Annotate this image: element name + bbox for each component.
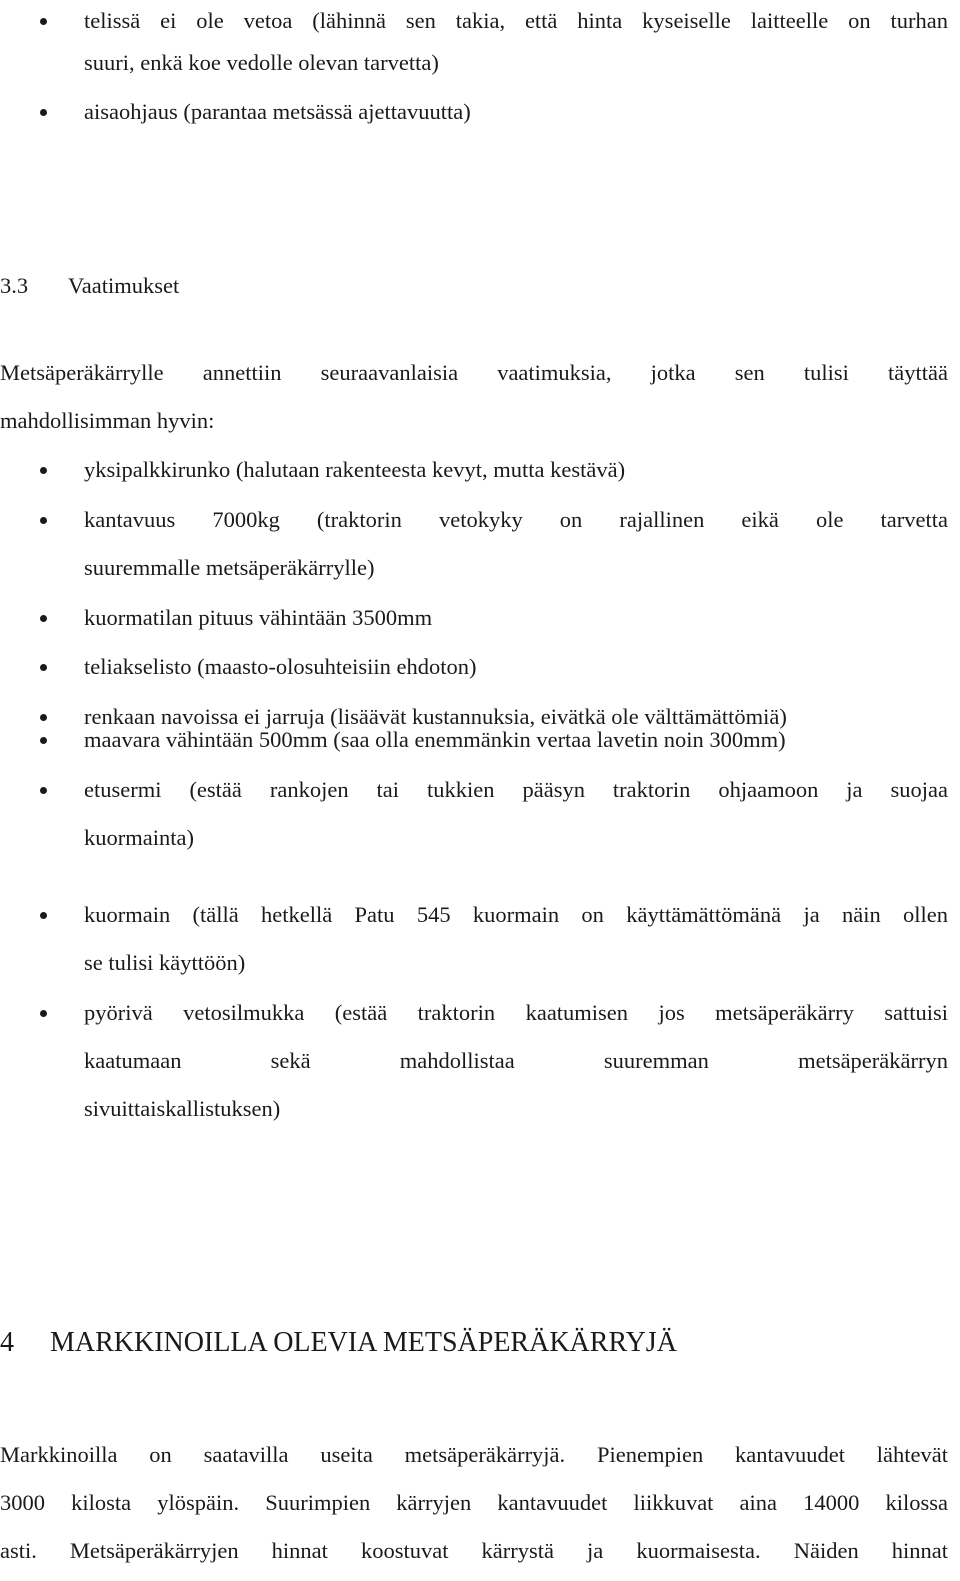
list-item-text: aisaohjaus (parantaa metsässä ajettavuutta) xyxy=(84,99,471,124)
list-item xyxy=(0,652,960,682)
chapter-title: MARKKINOILLA OLEVIA METSÄPERÄKÄRRYJÄ xyxy=(50,1327,677,1358)
paragraph-text: asti. Metsäperäkärryjen hinnat koostuvat kärrystä ja kuormaisesta. Näiden hinnat xyxy=(0,1538,948,1563)
paragraph-text: Markkinoilla on saatavilla useita metsäperäkärryjä. Pienempien kantavuudet lähtevät xyxy=(0,1442,948,1467)
paragraph-line xyxy=(0,1440,960,1470)
bullet-icon xyxy=(40,714,47,721)
bullet-icon xyxy=(40,467,47,474)
paragraph-line xyxy=(0,1536,960,1566)
list-item-continuation xyxy=(0,948,960,978)
list-item-text: kuormain (tällä hetkellä Patu 545 kuormain on käyttämättömänä ja näin ollen xyxy=(84,902,948,927)
list-item-text: kantavuus 7000kg (traktorin vetokyky on rajallinen eikä ole tarvetta xyxy=(84,507,948,532)
list-item-text: kaatumaan sekä mahdollistaa suuremman metsäperäkärryn xyxy=(84,1048,948,1073)
list-item-text: renkaan navoissa ei jarruja (lisäävät kustannuksia, eivätkä ole välttämättömiä) xyxy=(84,704,787,729)
list-item-text: etusermi (estää rankojen tai tukkien pääsyn traktorin ohjaamoon ja suojaa xyxy=(84,777,948,802)
list-item-continuation xyxy=(0,1046,960,1076)
section-title: Vaatimukset xyxy=(68,273,180,298)
list-item xyxy=(0,725,960,755)
list-item-continuation xyxy=(0,823,960,853)
paragraph-line xyxy=(0,406,960,436)
list-item xyxy=(0,603,960,633)
list-item xyxy=(0,900,960,930)
list-item xyxy=(0,998,960,1028)
list-item-continuation xyxy=(0,48,960,78)
paragraph-text: mahdollisimman hyvin: xyxy=(0,408,215,433)
list-item xyxy=(0,775,960,805)
paragraph-line xyxy=(0,1488,960,1518)
bullet-icon xyxy=(40,615,47,622)
list-item-continuation xyxy=(0,1094,960,1124)
list-item-continuation xyxy=(0,553,960,583)
list-item xyxy=(0,505,960,535)
bullet-icon xyxy=(40,664,47,671)
bullet-icon xyxy=(40,787,47,794)
chapter-heading xyxy=(0,1325,960,1361)
chapter-number: 4 xyxy=(0,1327,14,1358)
bullet-icon xyxy=(40,109,47,116)
bullet-icon xyxy=(40,912,47,919)
list-item-text: yksipalkkirunko (halutaan rakenteesta kevyt, mutta kestävä) xyxy=(84,457,626,482)
list-item xyxy=(0,97,960,127)
paragraph-text: Metsäperäkärrylle annettiin seuraavanlaisia vaatimuksia, jotka sen tulisi täyttää xyxy=(0,360,948,385)
list-item-text: kuormatilan pituus vähintään 3500mm xyxy=(84,605,433,630)
list-item-text: se tulisi käyttöön) xyxy=(84,950,246,975)
bullet-icon xyxy=(40,1010,47,1017)
bullet-icon xyxy=(40,737,47,744)
list-item-text: teliakselisto (maasto-olosuhteisiin ehdoton) xyxy=(84,654,477,679)
list-item xyxy=(0,455,960,485)
section-number: 3.3 xyxy=(0,273,29,298)
list-item-text: maavara vähintään 500mm (saa olla enemmänkin vertaa lavetin noin 300mm) xyxy=(84,727,786,752)
list-item-text: sivuittaiskallistuksen) xyxy=(84,1096,281,1121)
list-item-text: suuri, enkä koe vedolle olevan tarvetta) xyxy=(84,50,439,75)
bullet-icon xyxy=(40,18,47,25)
list-item-text: telissä ei ole vetoa (lähinnä sen takia, että hinta kyseiselle laitteelle on turhan xyxy=(84,8,948,33)
list-item-text: pyörivä vetosilmukka (estää traktorin kaatumisen jos metsäperäkärry sattuisi xyxy=(84,1000,948,1025)
section-heading xyxy=(0,271,960,301)
paragraph-text: 3000 kilosta ylöspäin. Suurimpien kärryjen kantavuudet liikkuvat aina 14000 kilossa xyxy=(0,1490,948,1515)
bullet-icon xyxy=(40,517,47,524)
list-item-text: kuormainta) xyxy=(84,825,194,850)
list-item-text: suuremmalle metsäperäkärrylle) xyxy=(84,555,375,580)
list-item xyxy=(0,6,960,36)
paragraph-line xyxy=(0,358,960,388)
